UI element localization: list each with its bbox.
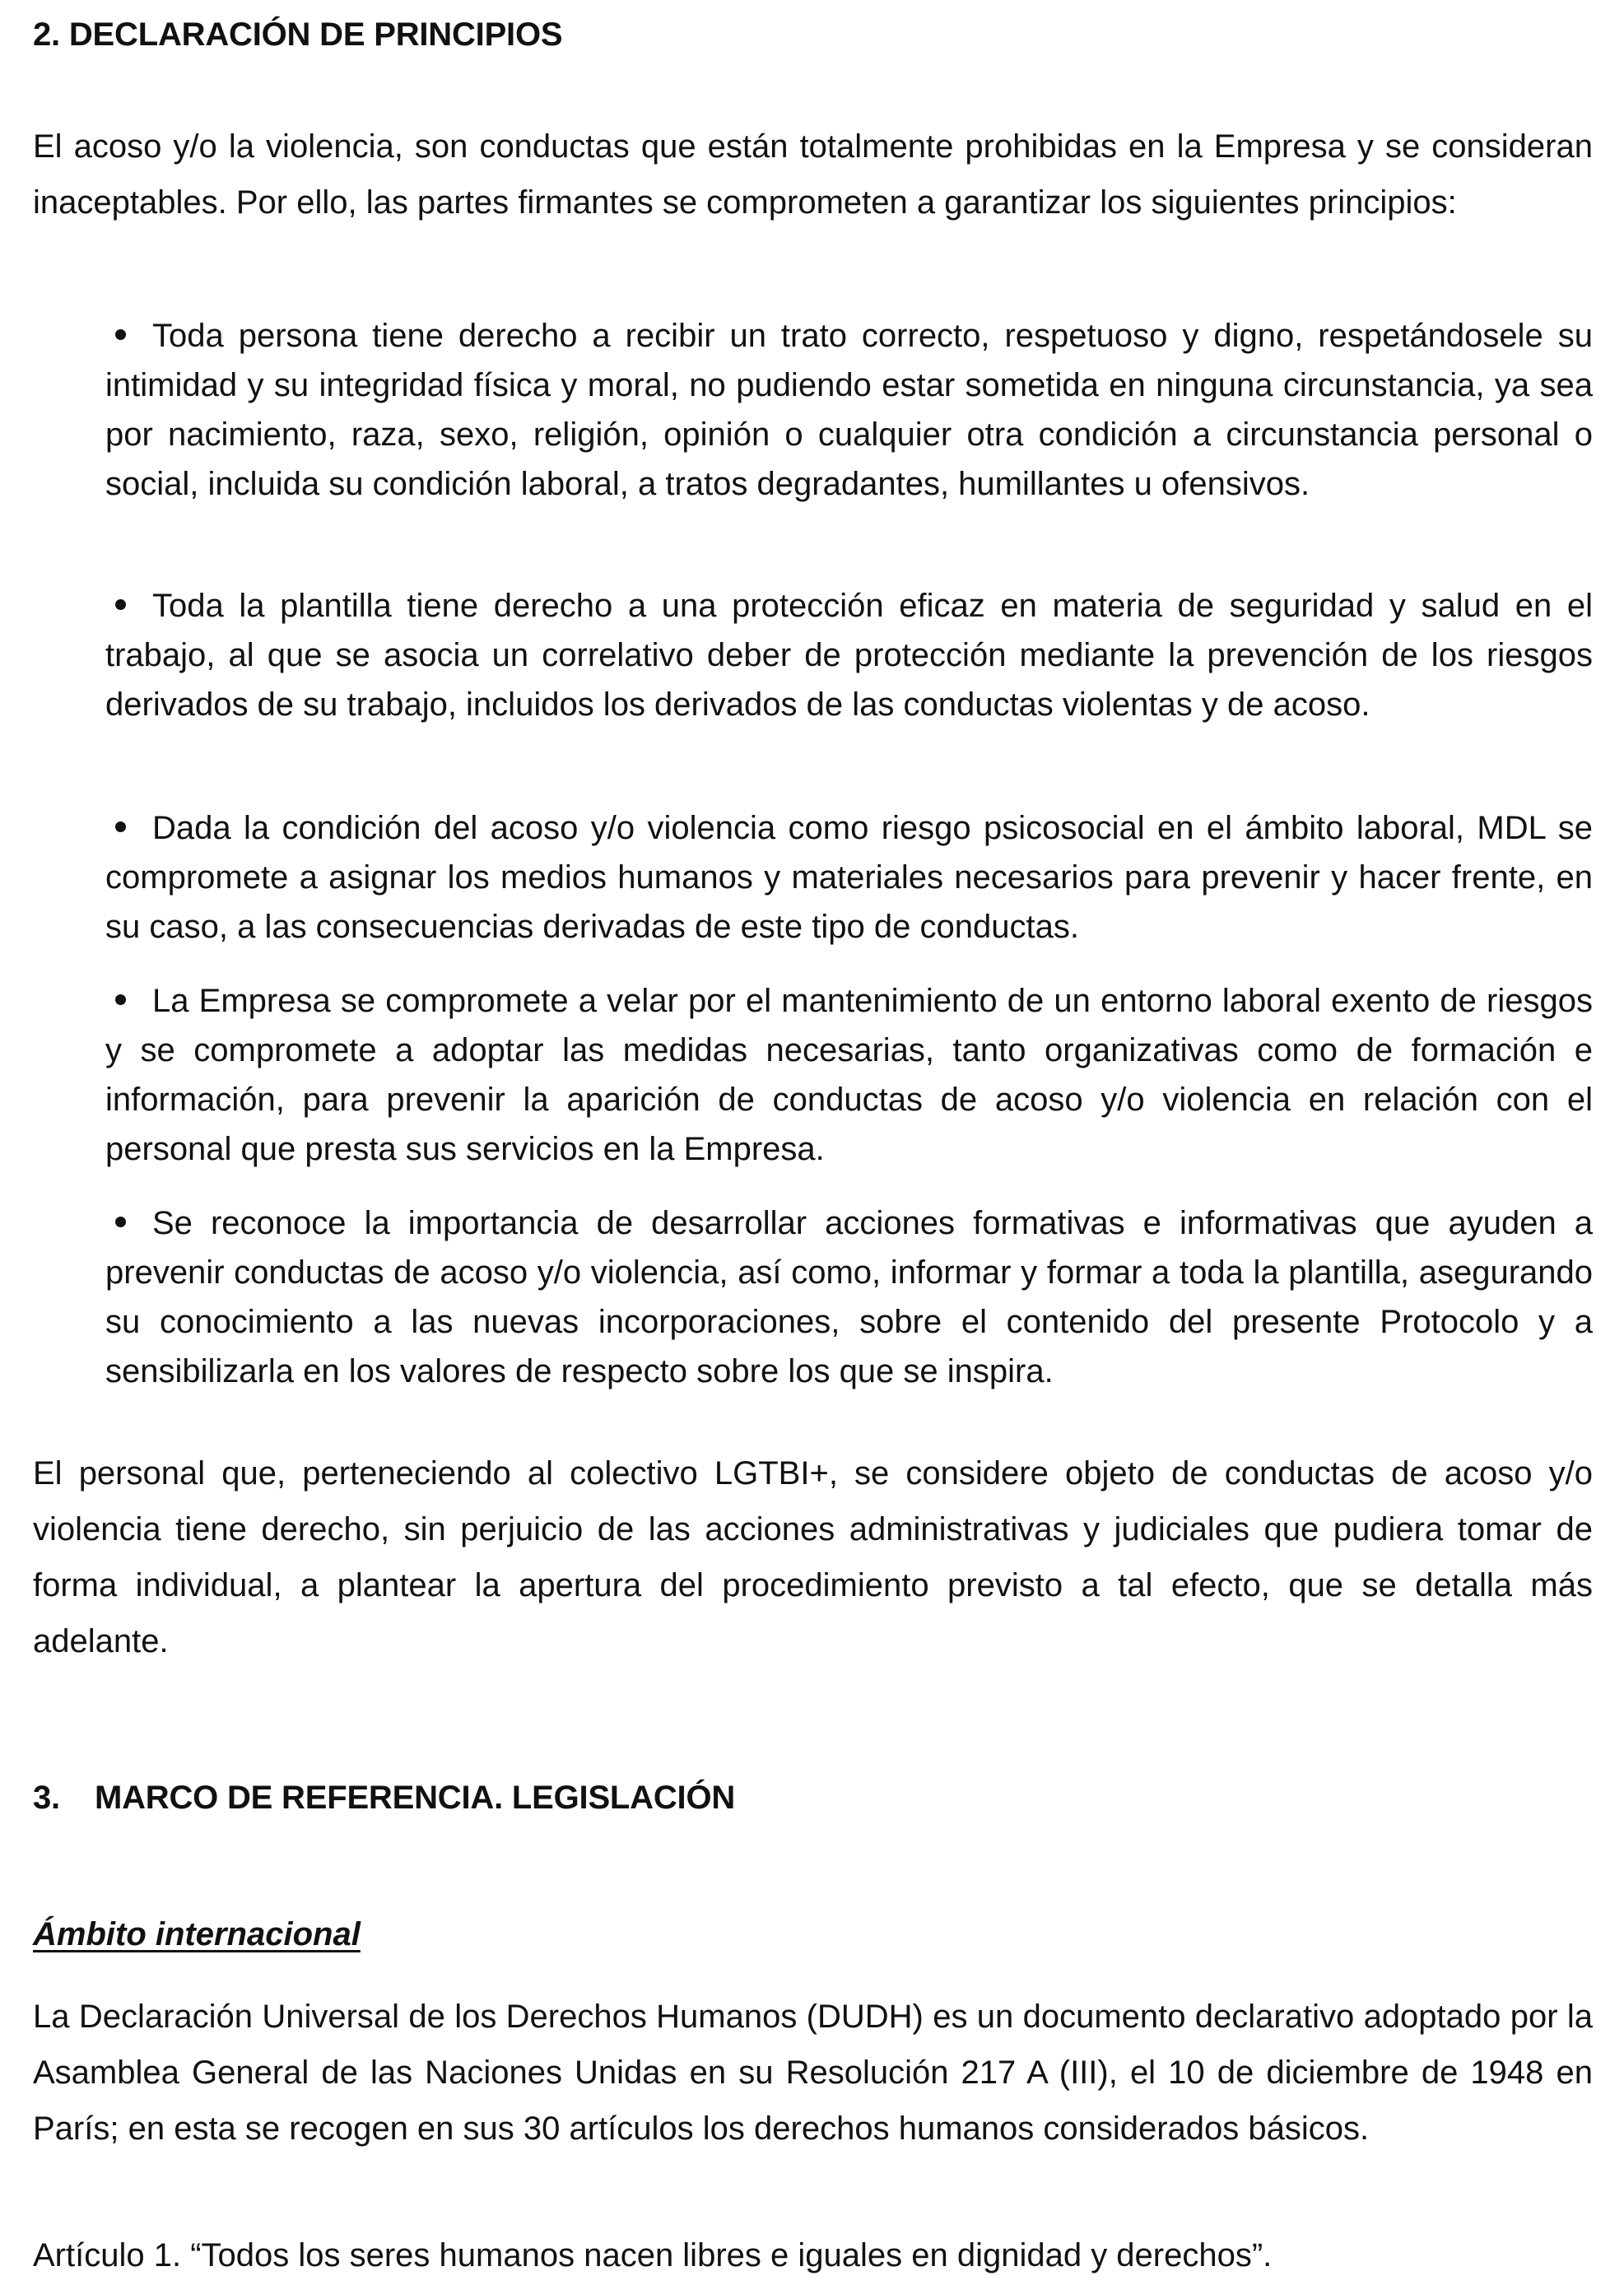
article-1-quote: Artículo 1. “Todos los seres humanos nacen libres e iguales en dignidad y derechos”. — [33, 2237, 1273, 2273]
bullet-icon — [115, 994, 126, 1005]
intro-paragraph: El acoso y/o la violencia, son conductas que están totalmente prohibidas en la Empresa y se consideran inaceptables. Por ello, las partes firmantes se comprometen a garantizar los siguientes principios: — [33, 128, 1593, 221]
principle-text: Toda persona tiene derecho a recibir un trato correcto, respetuoso y digno, respetándosele su intimidad y su integridad física y moral, no pudiendo estar sometida en ninguna circunstancia, ya sea por nacimiento, raza, sexo, religión, opinión o cualquier otra condición a circunstancia personal o social, incluida su condición laboral, a tratos degradantes, humillantes u ofensivos. — [105, 318, 1593, 502]
subheading-ambito-internacional: Ámbito internacional — [33, 1916, 361, 1952]
dudh-paragraph: La Declaración Universal de los Derechos Humanos (DUDH) es un documento declarativo adoptado por la Asamblea General de las Naciones Unidas en su Resolución 217 A (III), el 10 de diciembre de 1948 en París; en esta se recogen en sus 30 artículos los derechos humanos considerados básicos. — [33, 1999, 1593, 2147]
principle-text: Toda la plantilla tiene derecho a una protección eficaz en materia de seguridad y salud en el trabajo, al que se asocia un correlativo deber de protección mediante la prevención de los riesgos derivados de su trabajo, incluidos los derivados de las conductas violentas y de acoso. — [105, 588, 1593, 723]
bullet-icon — [115, 599, 126, 610]
principle-list-item — [105, 803, 1593, 952]
section-heading-marco — [33, 1781, 735, 1814]
principle-list-item — [105, 311, 1593, 509]
section-heading-declaracion: 2. DECLARACIÓN DE PRINCIPIOS — [33, 16, 563, 53]
principle-list-item — [105, 976, 1593, 1174]
section-title: MARCO DE REFERENCIA. LEGISLACIÓN — [94, 1780, 736, 1816]
bullet-icon — [115, 1217, 126, 1227]
section-number: 3. — [33, 1780, 60, 1816]
principle-list-item — [105, 1198, 1593, 1396]
principle-list-item — [105, 581, 1593, 729]
principle-text: Se reconoce la importancia de desarrollar acciones formativas e informativas que ayuden a prevenir conductas de acoso y/o violencia, así como, informar y formar a toda la plantilla, asegurando su conocimiento a las nuevas incorporaciones, sobre el contenido del presente Protocolo y a sensibilizarla en los valores de respecto sobre los que se inspira. — [105, 1205, 1593, 1389]
bullet-icon — [115, 821, 126, 832]
bullet-icon — [115, 329, 126, 340]
principle-text: La Empresa se compromete a velar por el mantenimiento de un entorno laboral exento de riesgos y se compromete a adoptar las medidas necesarias, tanto organizativas como de formación e información, para prevenir la aparición de conductas de acoso y/o violencia en relación con el personal que presta sus servicios en la Empresa. — [105, 983, 1593, 1167]
lgtbi-paragraph: El personal que, perteneciendo al colectivo LGTBI+, se considere objeto de conductas de acoso y/o violencia tiene derecho, sin perjuicio de las acciones administrativas y judiciales que pudiera tomar de forma individual, a plantear la apertura del procedimiento previsto a tal efecto, que se detalla más adelante. — [33, 1455, 1593, 1659]
principle-text: Dada la condición del acoso y/o violencia como riesgo psicosocial en el ámbito laboral, MDL se compromete a asignar los medios humanos y materiales necesarios para prevenir y hacer frente, en su caso, a las consecuencias derivadas de este tipo de conductas. — [105, 810, 1593, 945]
